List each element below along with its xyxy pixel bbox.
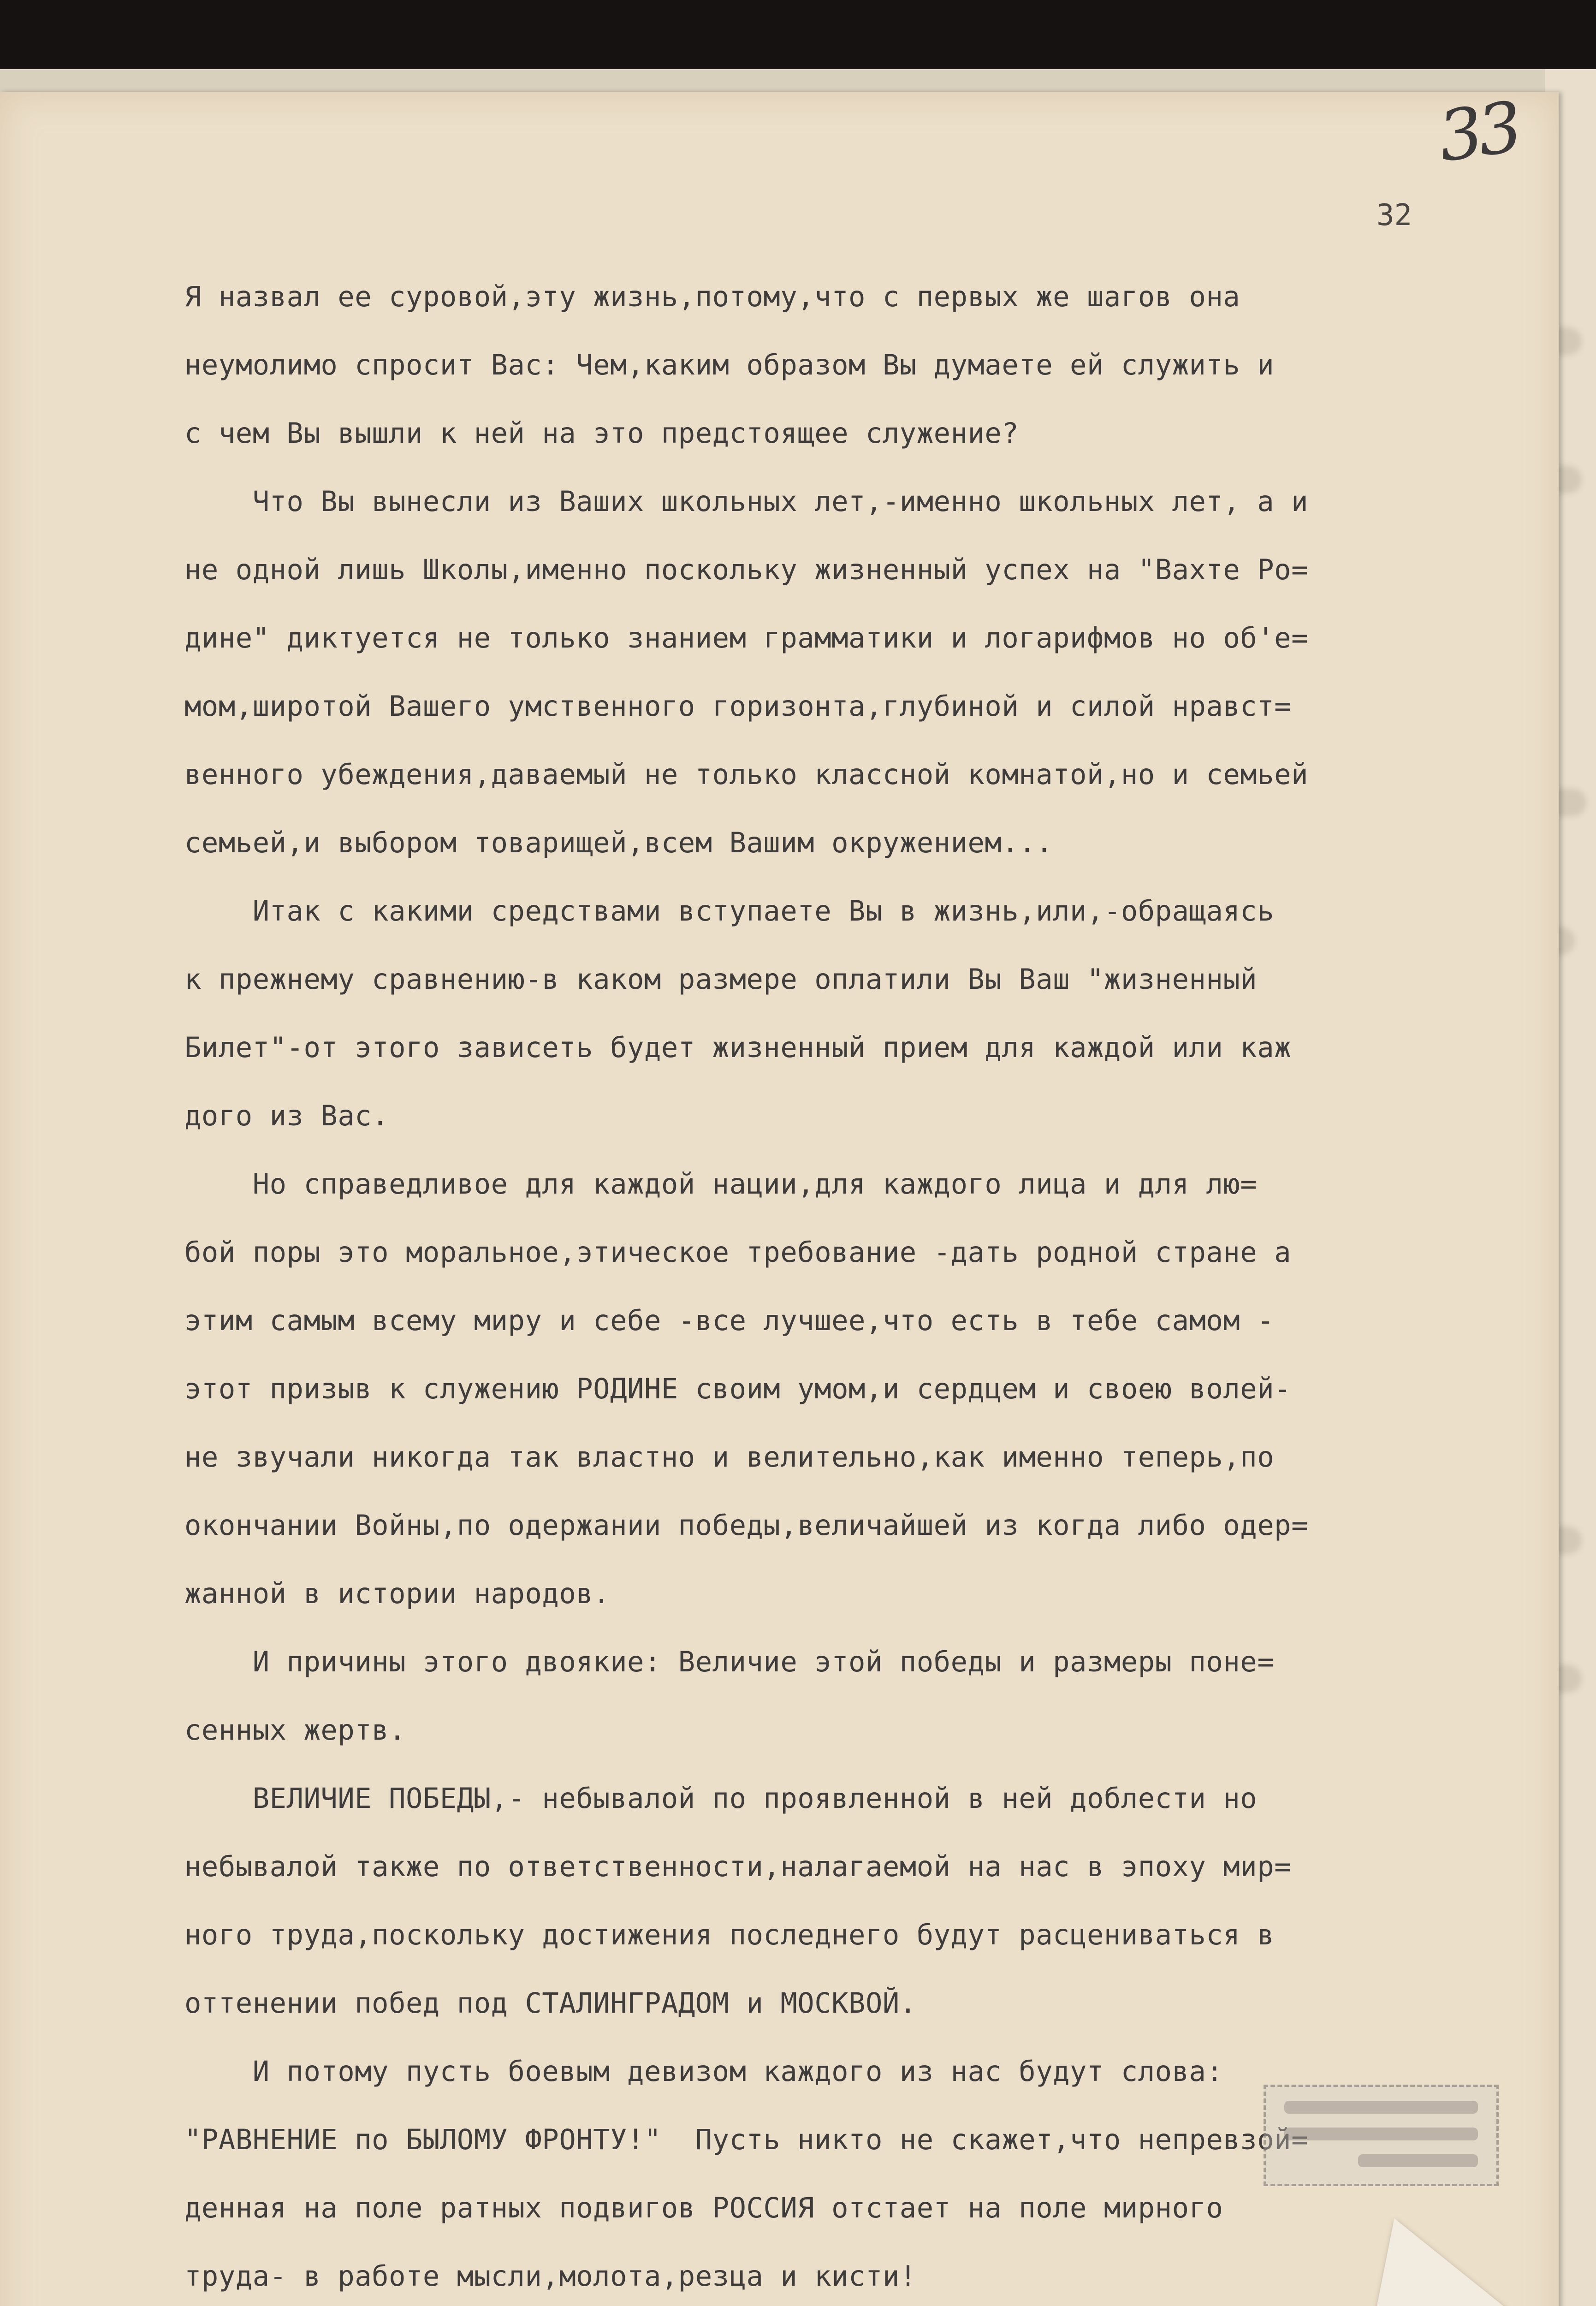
text-line: не одной лишь Школы,именно поскольку жизненный успех на "Вахте Ро= [184,554,1308,586]
text-line: к прежнему сравнению-в каком размере оплатили Вы Ваш "жизненный [184,963,1258,996]
text-line: И причины этого двоякие: Величие этой победы и размеры поне= [184,1646,1275,1678]
text-line: дого из Вас. [184,1100,389,1132]
text-line: Но справедливое для каждой нации,для каждого лица и для лю= [184,1168,1258,1201]
archive-stamp [1264,2085,1499,2186]
text-line: Билет"-от этого зависеть будет жизненный прием для каждой или каж [184,1032,1292,1064]
text-line: не звучали никогда так властно и велительно,как именно теперь,по [184,1441,1275,1474]
text-line: окончании Войны,по одержании победы,величайшей из когда либо одер= [184,1510,1308,1542]
stamp-line [1358,2154,1478,2167]
text-line: дине" диктуется не только знанием грамматики и логарифмов но об'е= [184,622,1308,654]
text-line: ВЕЛИЧИЕ ПОБЕДЫ,- небывалой по проявленной в ней доблести но [184,1783,1258,1815]
text-line: И потому пусть боевым девизом каждого из нас будут слова: [184,2056,1223,2088]
text-line: Что Вы вынесли из Ваших школьных лет,-именно школьных лет, а и [184,486,1308,518]
text-line: "РАВНЕНИЕ по БЫЛОМУ ФРОНТУ!" Пусть никто не скажет,что непревзой= [184,2124,1308,2156]
text-line: жанной в истории народов. [184,1578,611,1610]
page-number: 32 [1376,198,1412,232]
text-line: мом,широтой Вашего умственного горизонта,глубиной и силой нравст= [184,690,1292,723]
text-line: бой поры это моральное,этическое требование -дать родной стране а [184,1236,1292,1269]
text-line: труда- в работе мысли,молота,резца и кисти! [184,2260,917,2293]
text-line: Я назвал ее суровой,эту жизнь,потому,что с первых же шагов она [184,281,1240,313]
text-line: венного убеждения,даваемый не только классной комнатой,но и семьей [184,759,1308,791]
text-line: небывалой также по ответственности,налагаемой на нас в эпоху мир= [184,1851,1292,1883]
text-line: Итак с какими средствами вступаете Вы в жизнь,или,-обращаясь [184,895,1275,927]
text-line: с чем Вы вышли к ней на это предстоящее служение? [184,417,1019,450]
text-line: этим самым всему миру и себе -все лучшее,что есть в тебе самом - [184,1305,1275,1337]
text-line: ного труда,поскольку достижения последнего будут расцениваться в [184,1919,1275,1951]
text-line: этот призыв к служению РОДИНЕ своим умом,и сердцем и своею волей- [184,1373,1292,1405]
typed-text-body [184,263,1522,2306]
text-line: денная на поле ратных подвигов РОССИЯ отстает на поле мирного [184,2192,1223,2224]
stamp-line [1284,2128,1478,2140]
text-line: семьей,и выбором товарищей,всем Вашим окружением... [184,827,1053,859]
handwritten-folio-number: 33 [1433,87,1523,178]
stamp-line [1284,2101,1478,2114]
text-line: оттенении побед под СТАЛИНГРАДОМ и МОСКВОЙ. [184,1987,917,2020]
text-line: сенных жертв. [184,1714,406,1747]
text-line: неумолимо спросит Вас: Чем,каким образом Вы думаете ей служить и [184,349,1275,381]
